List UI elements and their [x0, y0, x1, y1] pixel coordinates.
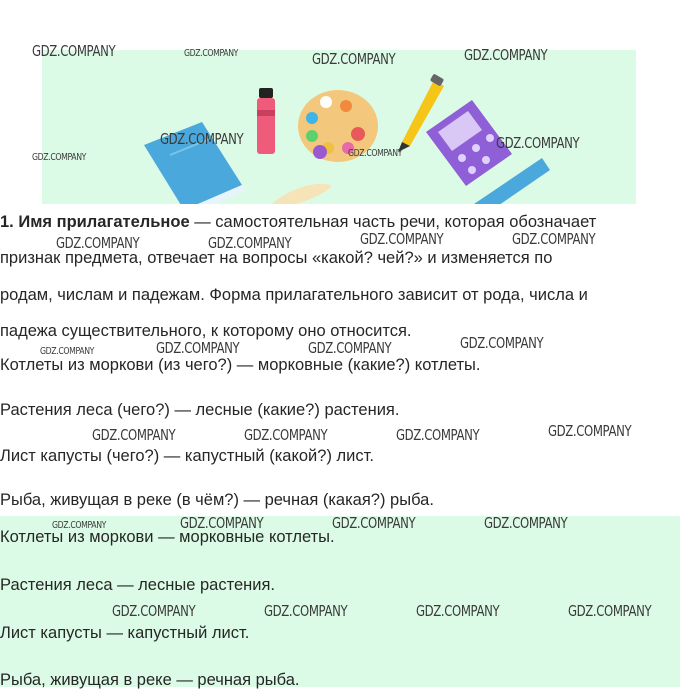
- banner-illustration: [42, 50, 636, 204]
- watermark: GDZ.COMPANY: [208, 234, 292, 252]
- watermark: GDZ.COMPANY: [348, 148, 403, 159]
- answer-line: Лист капусты — капустный лист.: [0, 624, 250, 642]
- theory-line-1: [0, 212, 596, 232]
- watermark: GDZ.COMPANY: [244, 426, 328, 444]
- watermark: GDZ.COMPANY: [312, 50, 396, 68]
- watermark: GDZ.COMPANY: [308, 339, 392, 357]
- answer-line: Котлеты из моркови — морковные котлеты.: [0, 528, 335, 546]
- watermark: GDZ.COMPANY: [332, 514, 416, 532]
- watermark: GDZ.COMPANY: [512, 230, 596, 248]
- theory-lead: 1. Имя прилагательное: [0, 213, 190, 231]
- example-line: Котлеты из моркови (из чего?) — морковные (какие?) котлеты.: [0, 356, 481, 374]
- example-line: Растения леса (чего?) — лесные (какие?) растения.: [0, 401, 400, 419]
- watermark: GDZ.COMPANY: [264, 602, 348, 620]
- watermark: GDZ.COMPANY: [496, 134, 580, 152]
- watermark: GDZ.COMPANY: [184, 48, 239, 59]
- theory-line-3: родам, числам и падежам. Форма прилагательного зависит от рода, числа и: [0, 286, 588, 304]
- answer-line: Растения леса — лесные растения.: [0, 576, 275, 594]
- watermark: GDZ.COMPANY: [40, 346, 95, 357]
- watermark: GDZ.COMPANY: [360, 230, 444, 248]
- watermark: GDZ.COMPANY: [56, 234, 140, 252]
- watermark: GDZ.COMPANY: [460, 334, 544, 352]
- watermark: GDZ.COMPANY: [52, 520, 107, 531]
- watermark: GDZ.COMPANY: [92, 426, 176, 444]
- example-line: Рыба, живущая в реке (в чём?) — речная (какая?) рыба.: [0, 491, 434, 509]
- watermark: GDZ.COMPANY: [156, 339, 240, 357]
- watermark: GDZ.COMPANY: [32, 152, 87, 163]
- watermark: GDZ.COMPANY: [32, 42, 116, 60]
- watermark: GDZ.COMPANY: [180, 514, 264, 532]
- watermark: GDZ.COMPANY: [464, 46, 548, 64]
- watermark: GDZ.COMPANY: [484, 514, 568, 532]
- watermark: GDZ.COMPANY: [548, 422, 632, 440]
- watermark: GDZ.COMPANY: [112, 602, 196, 620]
- paper-shape: [272, 184, 332, 204]
- watermark: GDZ.COMPANY: [416, 602, 500, 620]
- theory-line-4: падежа существительного, к которому оно относится.: [0, 322, 412, 340]
- watermark: GDZ.COMPANY: [160, 130, 244, 148]
- watermark: GDZ.COMPANY: [568, 602, 652, 620]
- answer-line: Рыба, живущая в реке — речная рыба.: [0, 671, 300, 689]
- school-supplies-banner: [42, 50, 636, 204]
- theory-rest: — самостоятельная часть речи, которая обозначает: [189, 213, 597, 231]
- theory-line-2: признак предмета, отвечает на вопросы «какой? чей?» и изменяется по: [0, 249, 553, 267]
- watermark: GDZ.COMPANY: [396, 426, 480, 444]
- example-line: Лист капусты (чего?) — капустный (какой?) лист.: [0, 447, 374, 465]
- marker-icon: [257, 88, 275, 154]
